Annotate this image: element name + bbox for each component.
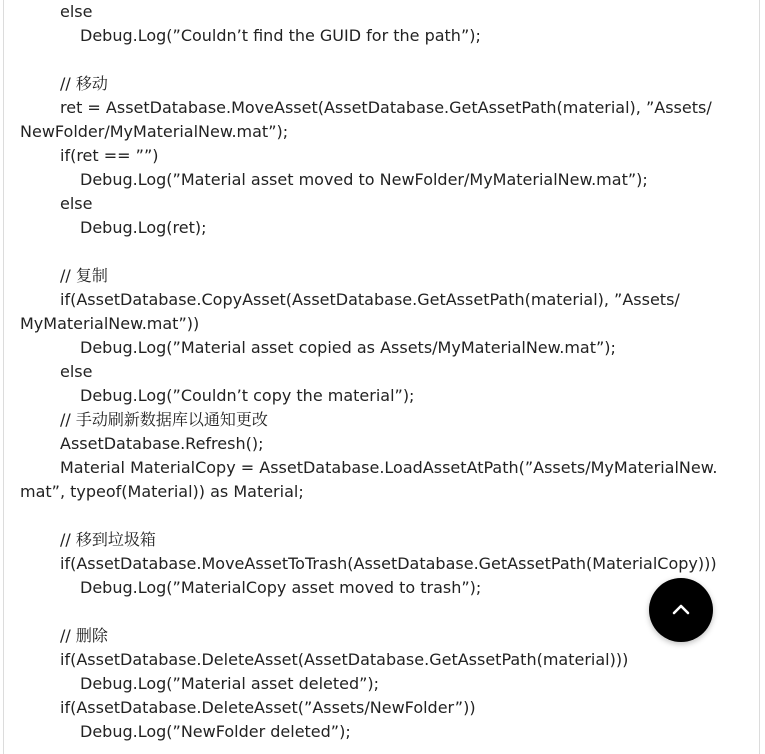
code-line: if(AssetDatabase.DeleteAsset(AssetDatabase.GetAssetPath(material))) bbox=[60, 650, 629, 669]
back-to-top-button[interactable] bbox=[649, 578, 713, 642]
code-line: if(ret == ””) bbox=[60, 146, 159, 165]
code-line: if(AssetDatabase.CopyAsset(AssetDatabase.GetAssetPath(material), ”Assets/ bbox=[60, 290, 680, 309]
code-line: // 删除 bbox=[60, 626, 108, 645]
code-line: NewFolder/MyMaterialNew.mat”); bbox=[20, 122, 289, 141]
code-line: else bbox=[60, 2, 93, 21]
code-line: Debug.Log(”Material asset moved to NewFolder/MyMaterialNew.mat”); bbox=[80, 170, 648, 189]
code-block bbox=[20, 0, 718, 744]
code-line bbox=[20, 240, 710, 264]
code-line: MyMaterialNew.mat”)) bbox=[20, 314, 200, 333]
code-line: if(AssetDatabase.MoveAssetToTrash(AssetDatabase.GetAssetPath(MaterialCopy))) bbox=[60, 554, 717, 573]
code-line: Debug.Log(”MaterialCopy asset moved to trash”); bbox=[80, 578, 482, 597]
code-line: Debug.Log(”NewFolder deleted”); bbox=[80, 722, 351, 741]
code-line: Debug.Log(”Couldn’t find the GUID for the path”); bbox=[80, 26, 481, 45]
code-line: Debug.Log(”Material asset copied as Assets/MyMaterialNew.mat”); bbox=[80, 338, 616, 357]
code-line: // 移动 bbox=[60, 74, 108, 93]
code-line: Debug.Log(”Couldn’t copy the material”); bbox=[80, 386, 415, 405]
code-line: Material MaterialCopy = AssetDatabase.LoadAssetAtPath(”Assets/MyMaterialNew. bbox=[60, 458, 718, 477]
code-line: mat”, typeof(Material)) as Material; bbox=[20, 482, 304, 501]
code-line: Debug.Log(”Material asset deleted”); bbox=[80, 674, 380, 693]
code-line: ret = AssetDatabase.MoveAsset(AssetDatabase.GetAssetPath(material), ”Assets/ bbox=[60, 98, 712, 117]
code-line: else bbox=[60, 194, 93, 213]
code-line bbox=[20, 600, 710, 624]
code-line: // 移到垃圾箱 bbox=[60, 530, 156, 549]
code-line bbox=[20, 48, 710, 72]
code-line: if(AssetDatabase.DeleteAsset(”Assets/NewFolder”)) bbox=[60, 698, 476, 717]
code-line: else bbox=[60, 362, 93, 381]
code-line: // 复制 bbox=[60, 266, 108, 285]
code-line: Debug.Log(ret); bbox=[80, 218, 207, 237]
code-line bbox=[20, 504, 710, 528]
code-line: // 手动刷新数据库以通知更改 bbox=[60, 410, 268, 429]
chevron-up-icon bbox=[669, 598, 693, 622]
code-line: AssetDatabase.Refresh(); bbox=[60, 434, 264, 453]
